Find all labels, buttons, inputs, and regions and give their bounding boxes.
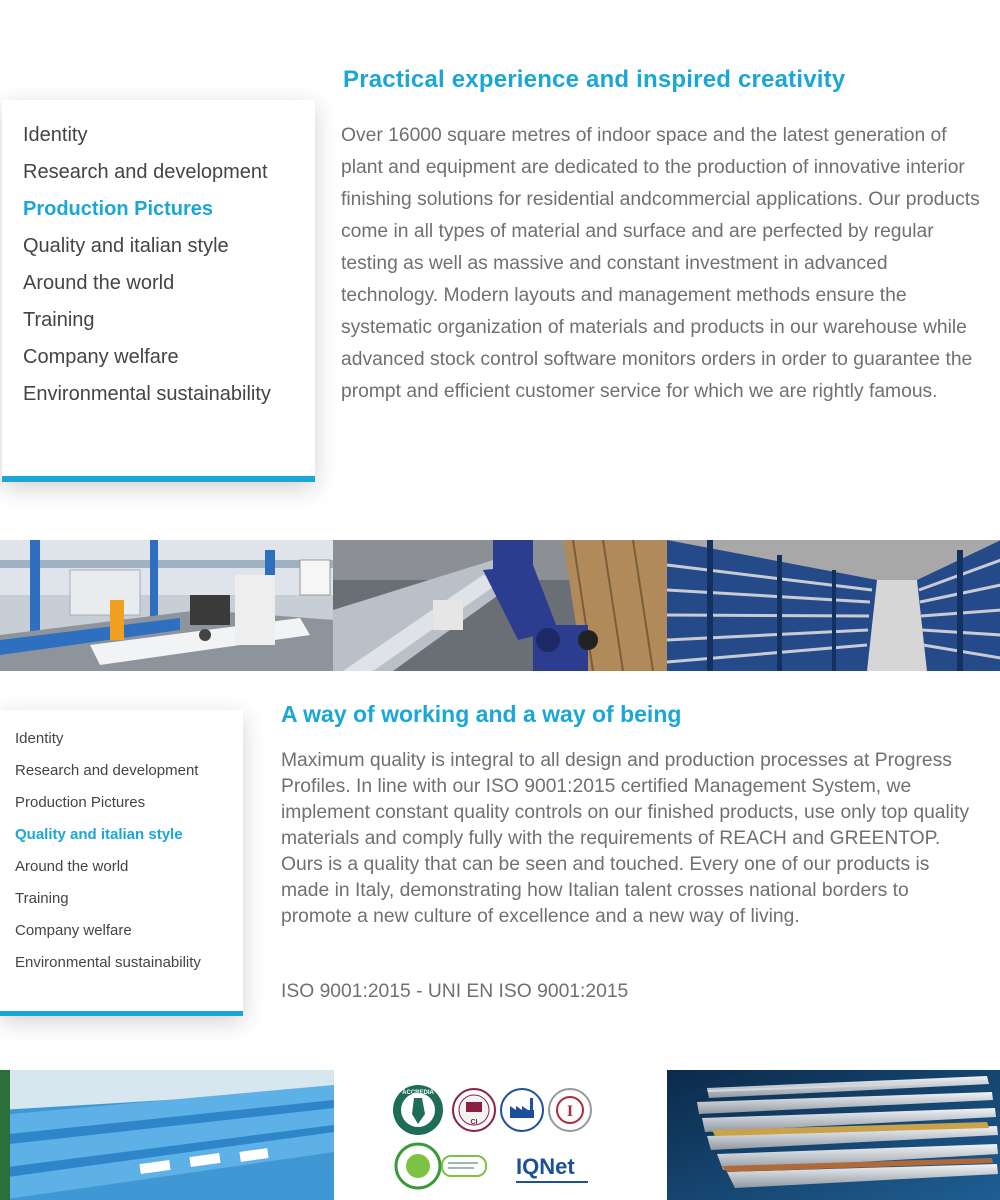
svg-text:CI: CI bbox=[470, 1119, 478, 1126]
menu1-item-around-world[interactable]: Around the world bbox=[23, 272, 175, 294]
section2-side-menu bbox=[0, 710, 243, 1016]
menu1-item-training[interactable]: Training bbox=[23, 309, 95, 331]
section2-menu-list bbox=[0, 710, 243, 979]
photo-conveyor-line bbox=[0, 540, 333, 671]
certification-logos-graphic bbox=[392, 1084, 612, 1196]
robot-arm-image bbox=[333, 540, 666, 671]
svg-text:IQNet: IQNet bbox=[516, 1154, 575, 1179]
iqnet-logo bbox=[516, 1150, 588, 1183]
menu2-item-research[interactable]: Research and development bbox=[15, 762, 199, 779]
svg-text:I: I bbox=[566, 1103, 574, 1120]
menu1-item-production-pictures[interactable]: Production Pictures bbox=[23, 198, 214, 220]
menu1-item-research[interactable]: Research and development bbox=[23, 161, 268, 183]
production-photo-strip bbox=[0, 540, 1000, 671]
photo-blue-profiles bbox=[0, 1070, 334, 1200]
iso-certification-line: ISO 9001:2015 - UNI EN ISO 9001:2015 bbox=[281, 981, 629, 1002]
blue-profiles-image bbox=[0, 1070, 334, 1200]
section2-title: A way of working and a way of being bbox=[281, 701, 682, 727]
section1-menu-list bbox=[2, 100, 315, 413]
photo-warehouse-racks bbox=[667, 540, 1000, 671]
svg-text:ACCREDIA: ACCREDIA bbox=[402, 1090, 434, 1096]
metal-profiles-image bbox=[667, 1070, 1000, 1200]
photo-robot-arm bbox=[333, 540, 666, 671]
menu1-item-sustainability[interactable]: Environmental sustainability bbox=[23, 383, 271, 405]
menu1-item-identity[interactable]: Identity bbox=[23, 124, 88, 146]
menu1-item-quality[interactable]: Quality and italian style bbox=[23, 235, 229, 257]
menu2-item-training[interactable]: Training bbox=[15, 890, 69, 907]
section1-body-text: Over 16000 square metres of indoor space and the latest generation of plant and equipment are dedicated to the production of innovative interior finishing solutions for residential andcommercial applications. Our products come in all types of material and surface and are perfected by regular testing as well as massive and constant investment in advanced technology. Modern layouts and management methods ensure the systematic organization of materials and products in our warehouse while advanced stock control software monitors orders in order to guarantee the prompt and efficient customer service for which we are rightly famous. bbox=[341, 125, 980, 402]
warehouse-racks-image bbox=[667, 540, 1000, 671]
bottom-image-row bbox=[0, 1070, 1000, 1200]
menu2-item-around-world[interactable]: Around the world bbox=[15, 858, 129, 875]
menu2-item-sustainability[interactable]: Environmental sustainability bbox=[15, 954, 201, 971]
menu1-item-welfare[interactable]: Company welfare bbox=[23, 346, 179, 368]
section1-title: Practical experience and inspired creativity bbox=[343, 66, 846, 93]
certification-logos bbox=[392, 1084, 612, 1196]
conveyor-line-image bbox=[0, 540, 333, 671]
menu2-item-welfare[interactable]: Company welfare bbox=[15, 922, 132, 939]
menu2-item-quality[interactable]: Quality and italian style bbox=[15, 826, 183, 843]
photo-metal-profiles bbox=[667, 1070, 1000, 1200]
menu2-item-identity[interactable]: Identity bbox=[15, 730, 64, 747]
section1-side-menu bbox=[2, 100, 315, 482]
menu2-item-production-pictures[interactable]: Production Pictures bbox=[15, 794, 146, 811]
section2-body-text: Maximum quality is integral to all design and production processes at Progress Profiles. In line with our ISO 9001:2015 certified Management System, we implement constant quality controls on our finished products, use only top quality materials and comply fully with the requirements of REACH and GREENTOP. Ours is a quality that can be seen and touched. Every one of our products is made in Italy, demonstrating how Italian talent crosses national borders to promote a new culture of excellence and a new way of living. bbox=[281, 750, 970, 927]
